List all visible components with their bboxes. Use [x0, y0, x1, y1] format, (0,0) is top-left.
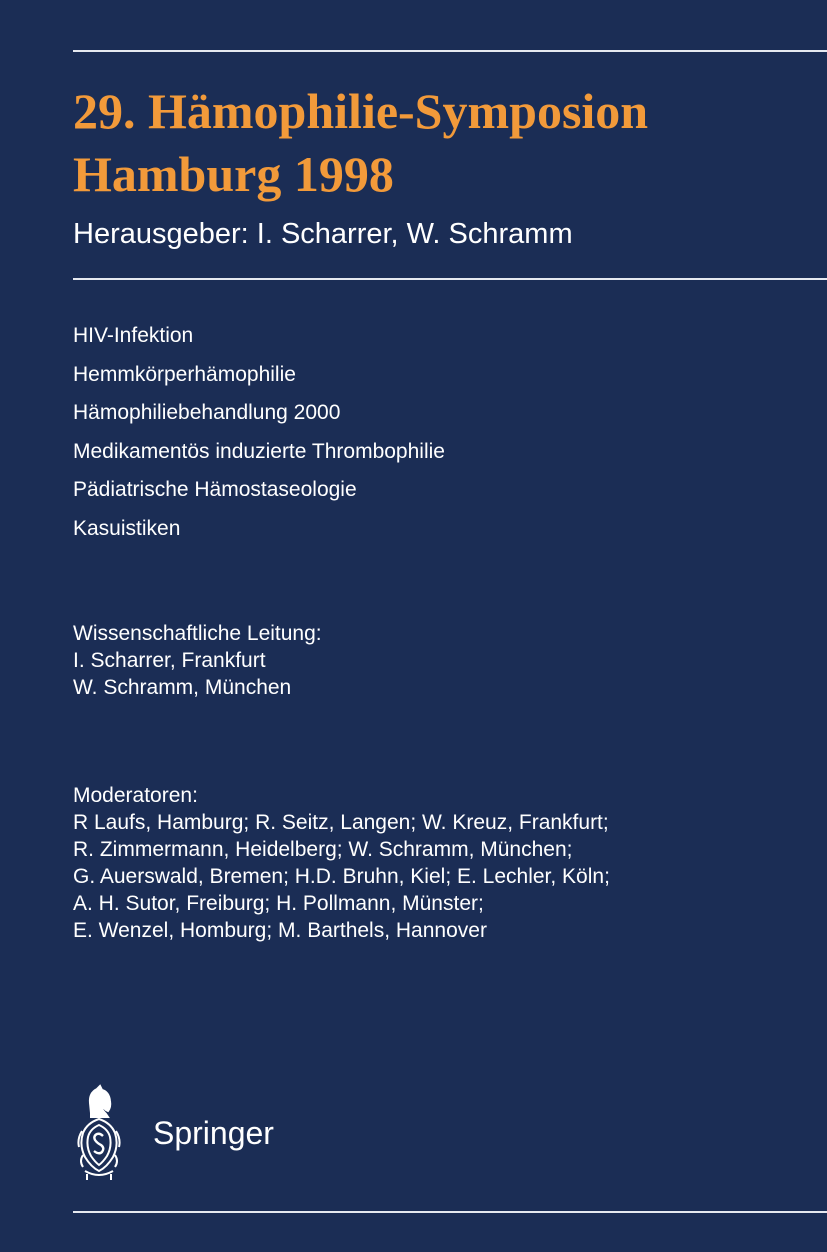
moderators-heading: Moderatoren: — [73, 784, 198, 807]
moderators-line: R. Zimmermann, Heidelberg; W. Schramm, München; — [73, 838, 573, 861]
title-line-1: 29. Hämophilie-Symposion — [73, 83, 649, 139]
middle-rule — [73, 278, 827, 280]
moderators-line: G. Auerswald, Bremen; H.D. Bruhn, Kiel; E. Lechler, Köln; — [73, 865, 610, 888]
topic-item: Kasuistiken — [73, 516, 181, 540]
topic-item: Medikamentös induzierte Thrombophilie — [73, 439, 445, 463]
moderators-line: R Laufs, Hamburg; R. Seitz, Langen; W. Kreuz, Frankfurt; — [73, 811, 609, 834]
bottom-rule — [73, 1211, 827, 1213]
publisher-name: Springer — [153, 1115, 274, 1151]
publisher-imprint — [73, 1083, 274, 1183]
topic-item: Hemmkörperhämophilie — [73, 362, 296, 386]
book-title — [73, 80, 648, 206]
moderators-line: A. H. Sutor, Freiburg; H. Pollmann, Münster; — [73, 892, 484, 915]
topic-item: Pädiatrische Hämostaseologie — [73, 478, 357, 501]
title-line-2: Hamburg 1998 — [73, 146, 394, 202]
moderators — [73, 782, 610, 944]
scientific-direction-line: I. Scharrer, Frankfurt — [73, 649, 266, 672]
top-rule — [73, 50, 827, 52]
topics-list — [73, 317, 445, 548]
moderators-line: E. Wenzel, Homburg; M. Barthels, Hannover — [73, 919, 487, 942]
topic-item: Hämophiliebehandlung 2000 — [73, 401, 341, 424]
scientific-direction — [73, 620, 322, 701]
scientific-direction-line: W. Schramm, München — [73, 676, 292, 699]
springer-chess-knight-logo-icon — [73, 1083, 125, 1183]
scientific-direction-heading: Wissenschaftliche Leitung: — [73, 622, 322, 645]
topic-item: HIV-Infektion — [73, 324, 194, 347]
editors-line: Herausgeber: I. Scharrer, W. Schramm — [73, 218, 573, 250]
